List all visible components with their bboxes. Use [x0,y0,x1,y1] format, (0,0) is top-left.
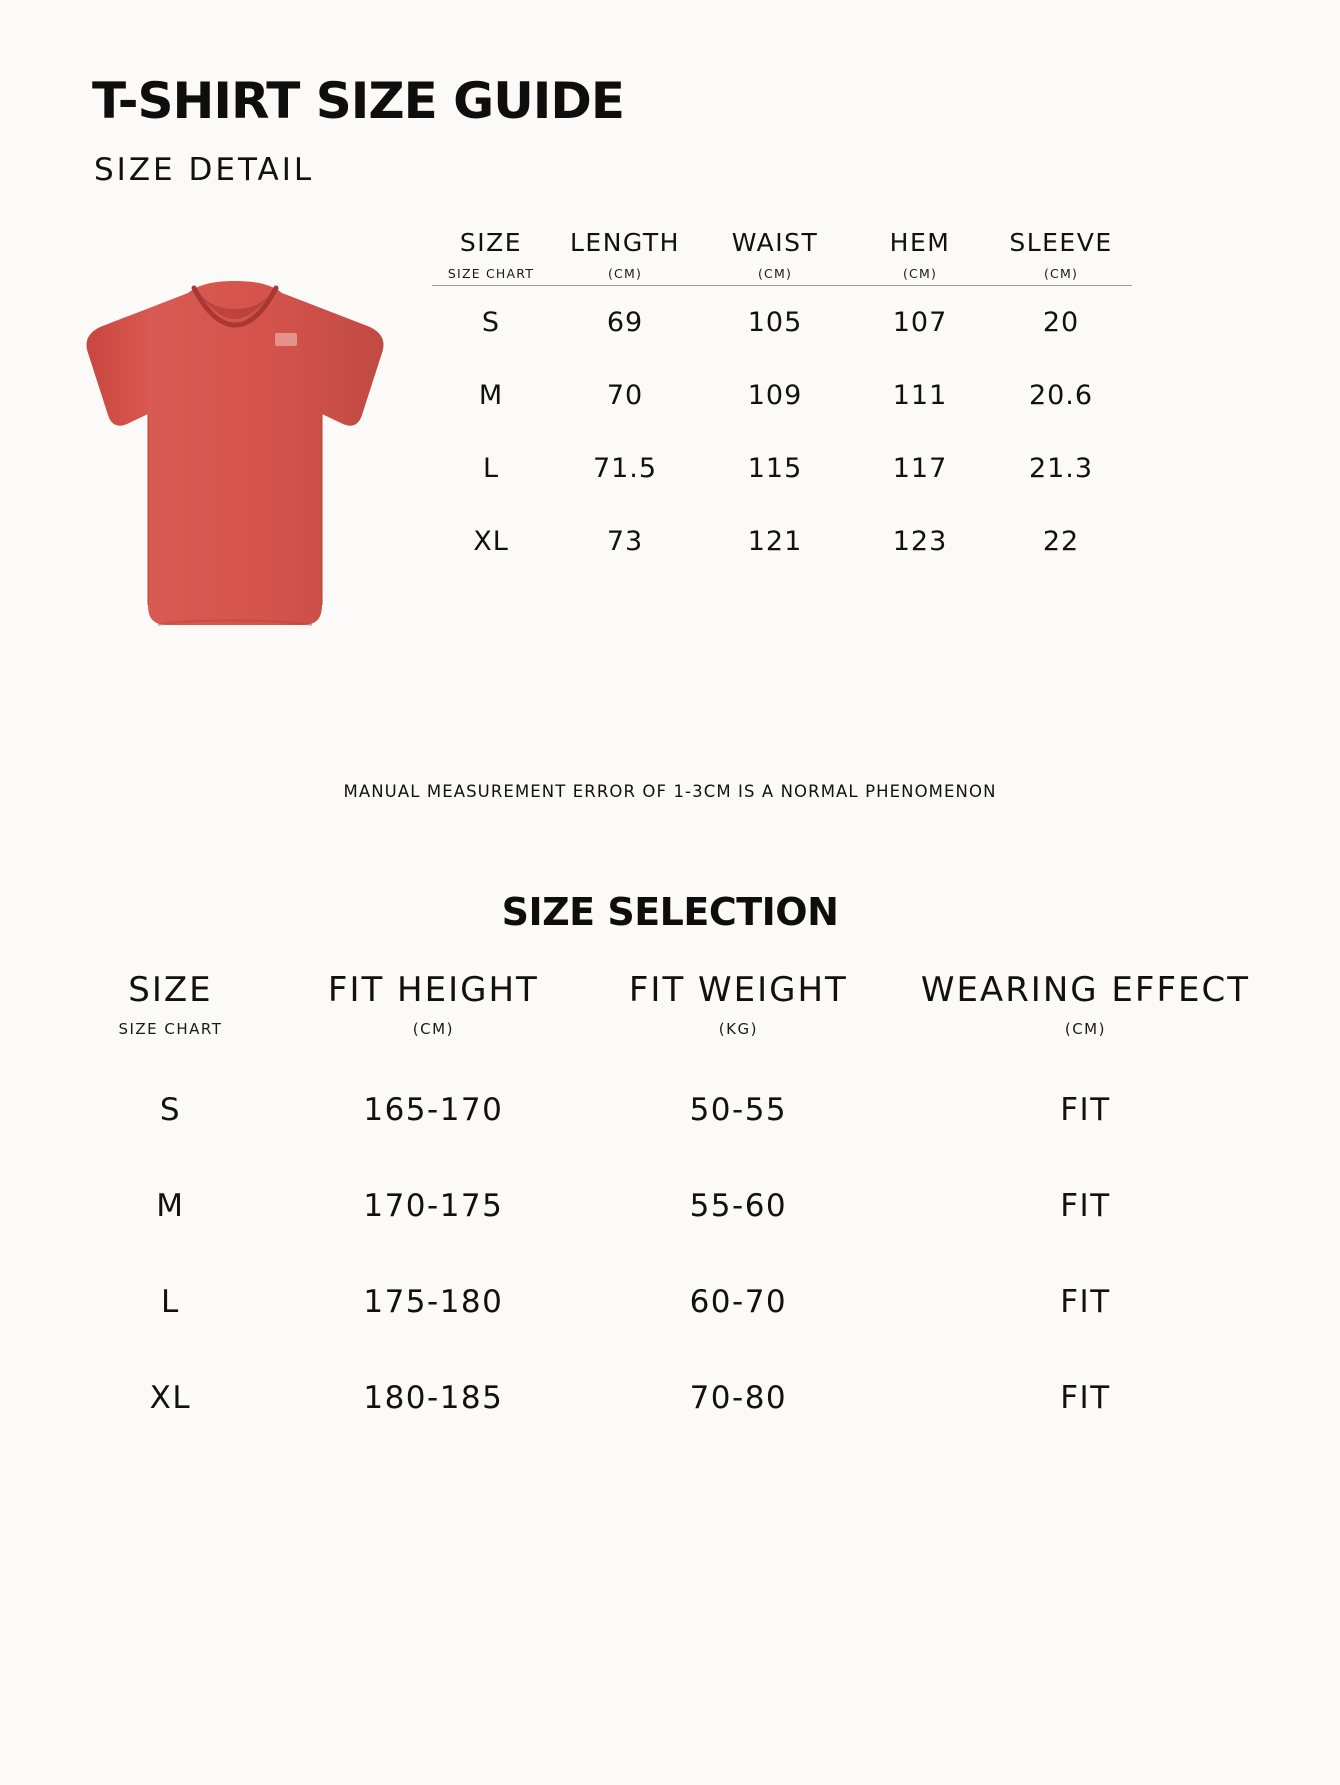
cell-size: XL [473,526,509,557]
cell-fit-weight: 55-60 [689,1188,788,1224]
header-fit-height: FIT HEIGHT (CM) [327,970,539,1038]
size-selection-title: SIZE SELECTION [501,890,839,934]
cell-sleeve: 20.6 [1028,380,1094,411]
header-size: SIZE SIZE CHART [447,228,535,281]
table-row [432,505,1132,578]
cell-waist: 109 [747,380,803,411]
cell-hem: 117 [892,453,948,484]
cell-length: 70 [606,380,644,411]
measurement-note: MANUAL MEASUREMENT ERROR OF 1-3CM IS A NORMAL PHENOMENON [343,782,997,801]
tshirt-product-image [70,275,400,645]
size-selection-table [60,970,1280,1446]
cell-size: S [481,307,501,338]
table-header-row [432,228,1132,285]
cell-wearing-effect: FIT [1060,1188,1111,1224]
cell-sleeve: 20 [1042,307,1080,338]
header-sleeve: SLEEVE (CM) [1009,228,1113,281]
cell-fit-height: 180-185 [363,1380,504,1416]
table-row [60,1158,1280,1254]
table-row [432,286,1132,359]
table-row [432,359,1132,432]
cell-wearing-effect: FIT [1060,1092,1111,1128]
cell-size: L [482,453,500,484]
section-subtitle: SIZE DETAIL [94,152,315,188]
table-row [60,1038,1280,1158]
cell-length: 71.5 [592,453,658,484]
cell-hem: 107 [892,307,948,338]
table-row [60,1350,1280,1446]
cell-size: S [159,1092,182,1128]
header-hem: HEM (CM) [889,228,951,281]
cell-length: 69 [606,307,644,338]
cell-fit-height: 170-175 [363,1188,504,1224]
cell-fit-weight: 60-70 [689,1284,788,1320]
cell-hem: 123 [892,526,948,557]
header-size: SIZE SIZE CHART [118,970,223,1038]
header-length: LENGTH (CM) [570,228,680,281]
table-header-row [60,970,1280,1038]
cell-size: M [478,380,504,411]
table-row [60,1254,1280,1350]
cell-hem: 111 [892,380,948,411]
cell-wearing-effect: FIT [1060,1380,1111,1416]
cell-sleeve: 22 [1042,526,1080,557]
page-title: T-SHIRT SIZE GUIDE [92,72,625,130]
header-fit-weight: FIT WEIGHT (KG) [628,970,848,1038]
cell-wearing-effect: FIT [1060,1284,1111,1320]
size-chart-table [432,228,1132,578]
cell-size: L [161,1284,180,1320]
cell-size: M [156,1188,185,1224]
cell-fit-height: 165-170 [363,1092,504,1128]
header-wearing-effect: WEARING EFFECT (CM) [920,970,1251,1038]
cell-fit-weight: 70-80 [689,1380,788,1416]
cell-size: XL [149,1380,192,1416]
cell-waist: 105 [747,307,803,338]
cell-length: 73 [606,526,644,557]
cell-fit-height: 175-180 [363,1284,504,1320]
header-waist: WAIST (CM) [731,228,819,281]
cell-fit-weight: 50-55 [689,1092,788,1128]
cell-sleeve: 21.3 [1028,453,1094,484]
cell-waist: 115 [747,453,803,484]
table-row [432,432,1132,505]
cell-waist: 121 [747,526,803,557]
